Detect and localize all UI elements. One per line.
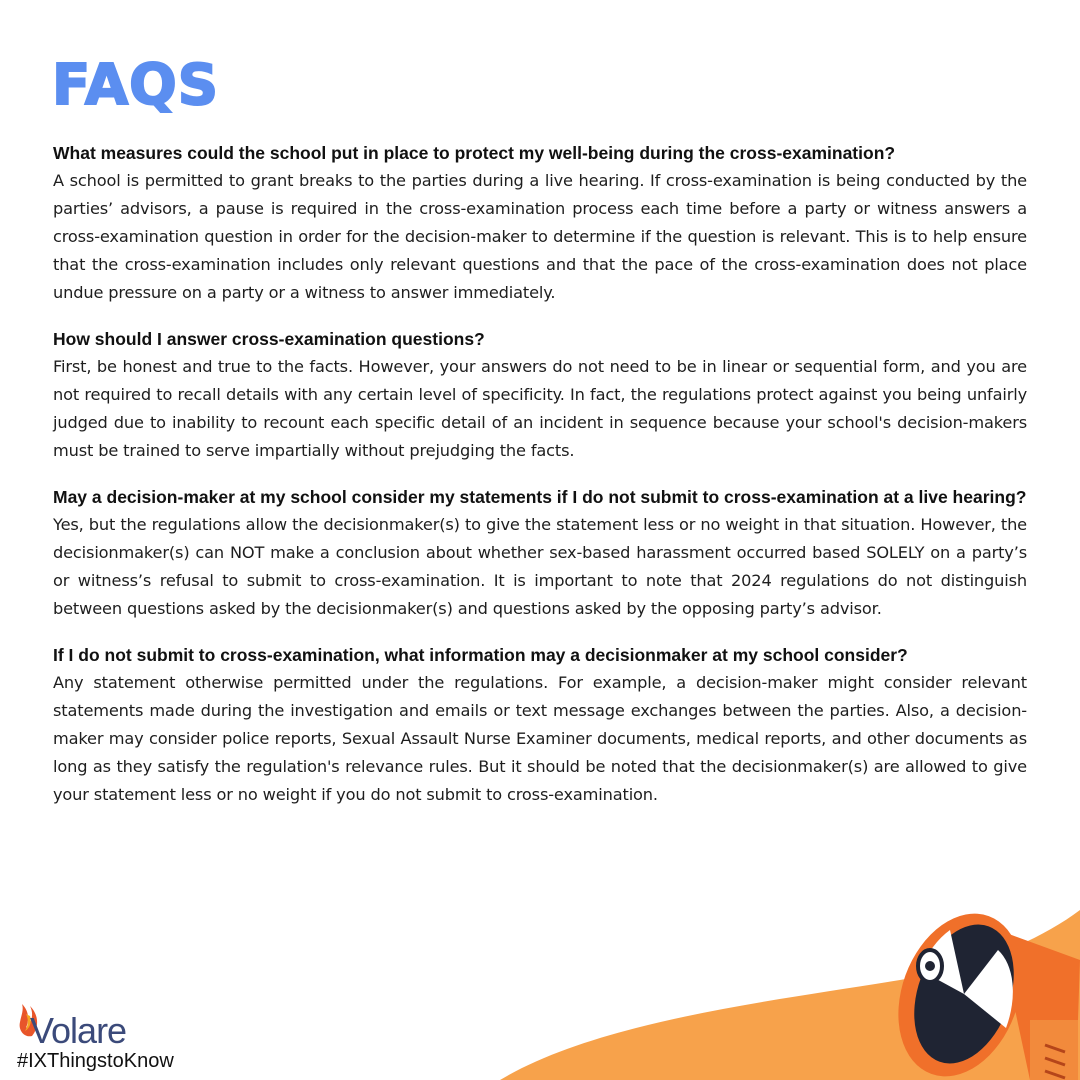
faq-answer: Yes, but the regulations allow the decisionmaker(s) to give the statement less or no weight in that situation. However, the decisionmaker(s) can NOT make a conclusion about whether sex-based harassment occurred based SOLELY on a party’s or witness’s refusal to submit to cross-examination. It is important to note that 2024 regulations do not distinguish between questions asked by the decisionmaker(s) and questions asked by the opposing party’s advisor. xyxy=(53,515,1027,618)
faq-item xyxy=(53,325,1027,465)
faq-item xyxy=(53,483,1027,623)
faq-question: May a decision-maker at my school consider my statements if I do not submit to cross-examination at a live hearing? xyxy=(53,487,1027,507)
volare-logo xyxy=(14,1000,194,1080)
faq-question: If I do not submit to cross-examination, what information may a decisionmaker at my school consider? xyxy=(53,645,908,665)
faq-item xyxy=(53,641,1027,809)
logo-wordmark: Volare xyxy=(30,1010,127,1051)
hashtag: #IXThingstoKnow xyxy=(17,1050,174,1072)
faq-answer: Any statement otherwise permitted under the regulations. For example, a decision-maker might consider relevant statements made during the investigation and emails or text message exchanges between the parties. Also, a decision-maker may consider police reports, Sexual Assault Nurse Examiner documents, medical reports, and other documents as long as they satisfy the regulation's relevance rules. But it should be noted that the decisionmaker(s) are allowed to give your statement less or no weight if you do not submit to cross-examination. xyxy=(53,673,1027,804)
faq-question: How should I answer cross-examination questions? xyxy=(53,329,485,349)
faq-item xyxy=(53,139,1027,307)
faq-answer: First, be honest and true to the facts. However, your answers do not need to be in linear or sequential form, and you are not required to recall details with any certain level of specificity. In fact, the regulations protect against you being unfairly judged due to inability to recount each specific detail of an incident in sequence because your school's decision-makers must be trained to serve impartially without prejudging the facts. xyxy=(53,357,1027,460)
faq-answer: A school is permitted to grant breaks to the parties during a live hearing. If cross-examination is being conducted by the parties’ advisors, a pause is required in the cross-examination process each time before a party or witness answers a cross-examination question in order for the decision-maker to determine if the question is relevant. This is to help ensure that the cross-examination includes only relevant questions and that the pace of the cross-examination does not place undue pressure on a party or a witness to answer immediately. xyxy=(53,171,1027,302)
megaphone-decoration xyxy=(480,910,1080,1080)
faq-list xyxy=(53,139,1027,827)
page-title: FAQS xyxy=(52,53,220,118)
faq-question: What measures could the school put in place to protect my well-being during the cross-examination? xyxy=(53,143,896,163)
